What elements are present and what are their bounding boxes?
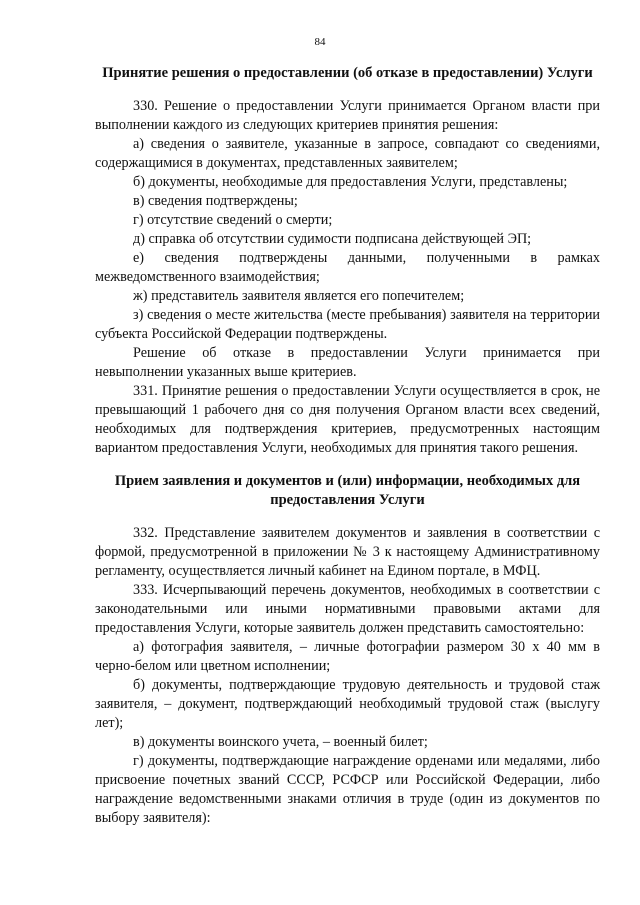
paragraph: з) сведения о месте жительства (месте пребывания) заявителя на территории субъекта Российской Федерации подтверждены. [95, 307, 600, 342]
paragraph: г) документы, подтверждающие награждение орденами или медалями, либо присвоение почетных званий СССР, РСФСР или Российской Федерации, либо награждение ведомственными знаками отличия в труде (один из документов по выбору заявителя): [95, 753, 600, 826]
section-heading-decision: Принятие решения о предоставлении (об отказе в предоставлении) Услуги [102, 65, 593, 81]
paragraph: е) сведения подтверждены данными, полученными в рамках межведомственного взаимодействия; [95, 250, 600, 285]
paragraph: 333. Исчерпывающий перечень документов, необходимых в соответствии с законодательными или иными нормативными правовыми актами для предоставления Услуги, которые заявитель должен представить самостоятельно: [95, 582, 600, 636]
paragraph: в) документы воинского учета, – военный билет; [133, 734, 428, 750]
page-number: 84 [314, 36, 326, 48]
paragraph: 331. Принятие решения о предоставлении Услуги осуществляется в срок, не превышающий 1 рабочего дня со дня получения Органом власти всех сведений, необходимых для подтверждения критериев, предусмотренных настоящим вариантом предоставления Услуги, необходимых для принятия такого решения. [95, 383, 600, 456]
paragraph: Решение об отказе в предоставлении Услуги принимается при невыполнении указанных выше критериев. [95, 345, 600, 380]
page-content [95, 64, 600, 828]
paragraph: б) документы, необходимые для предоставления Услуги, представлены; [133, 174, 568, 190]
paragraph: б) документы, подтверждающие трудовую деятельность и трудовой стаж заявителя, – документ, подтверждающий необходимый трудовой стаж (выслугу лет); [95, 677, 600, 731]
paragraph: в) сведения подтверждены; [133, 193, 298, 209]
paragraph: 332. Представление заявителем документов и заявления в соответствии с формой, предусмотренной в приложении № 3 к настоящему Административному регламенту, осуществляется личный кабинет на Едином портале, в МФЦ. [95, 525, 600, 579]
paragraph: а) фотография заявителя, – личные фотографии размером 30 х 40 мм в черно-белом или цветном исполнении; [95, 639, 600, 674]
paragraph: 330. Решение о предоставлении Услуги принимается Органом власти при выполнении каждого из следующих критериев принятия решения: [95, 98, 600, 133]
paragraph: ж) представитель заявителя является его попечителем; [133, 288, 465, 304]
paragraph: г) отсутствие сведений о смерти; [133, 212, 333, 228]
section-heading-application: Прием заявления и документов и (или) информации, необходимых для предоставления Услуги [114, 473, 581, 508]
paragraph: а) сведения о заявителе, указанные в запросе, совпадают со сведениями, содержащимися в документах, представленных заявителем; [95, 136, 600, 171]
paragraph: д) справка об отсутствии судимости подписана действующей ЭП; [133, 231, 532, 247]
